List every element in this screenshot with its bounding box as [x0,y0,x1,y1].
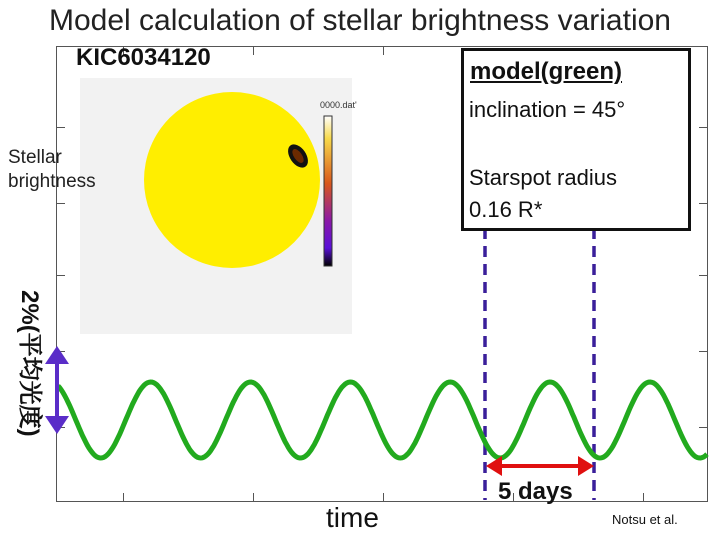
starspot-radius-label [469,162,684,226]
inclination-label: inclination = 45° [469,97,626,122]
amplitude-label-box [14,290,50,460]
model-title: model(green) [470,58,623,85]
period-arrow-head-right [578,456,594,476]
credit-label: Notsu et al. [612,512,678,527]
amplitude-label: 2%(平均光度) [16,290,43,437]
period-arrow-head-left [486,456,502,476]
page-title: Model calculation of stellar brightness variation [49,4,671,37]
stellar-brightness-line2: brightness [8,171,96,192]
stellar-brightness-line1: Stellar [8,147,62,168]
model-light-curve [58,382,707,458]
colorbar-label: 0000.dat' [320,100,357,110]
starspot-radius-line1: Starspot radius [469,165,617,190]
period-label: 5 days [498,478,573,505]
starspot-radius-line2: 0.16 R* [469,197,543,222]
star-id-label: KIC6034120 [76,44,211,71]
x-axis-label: time [326,502,379,533]
